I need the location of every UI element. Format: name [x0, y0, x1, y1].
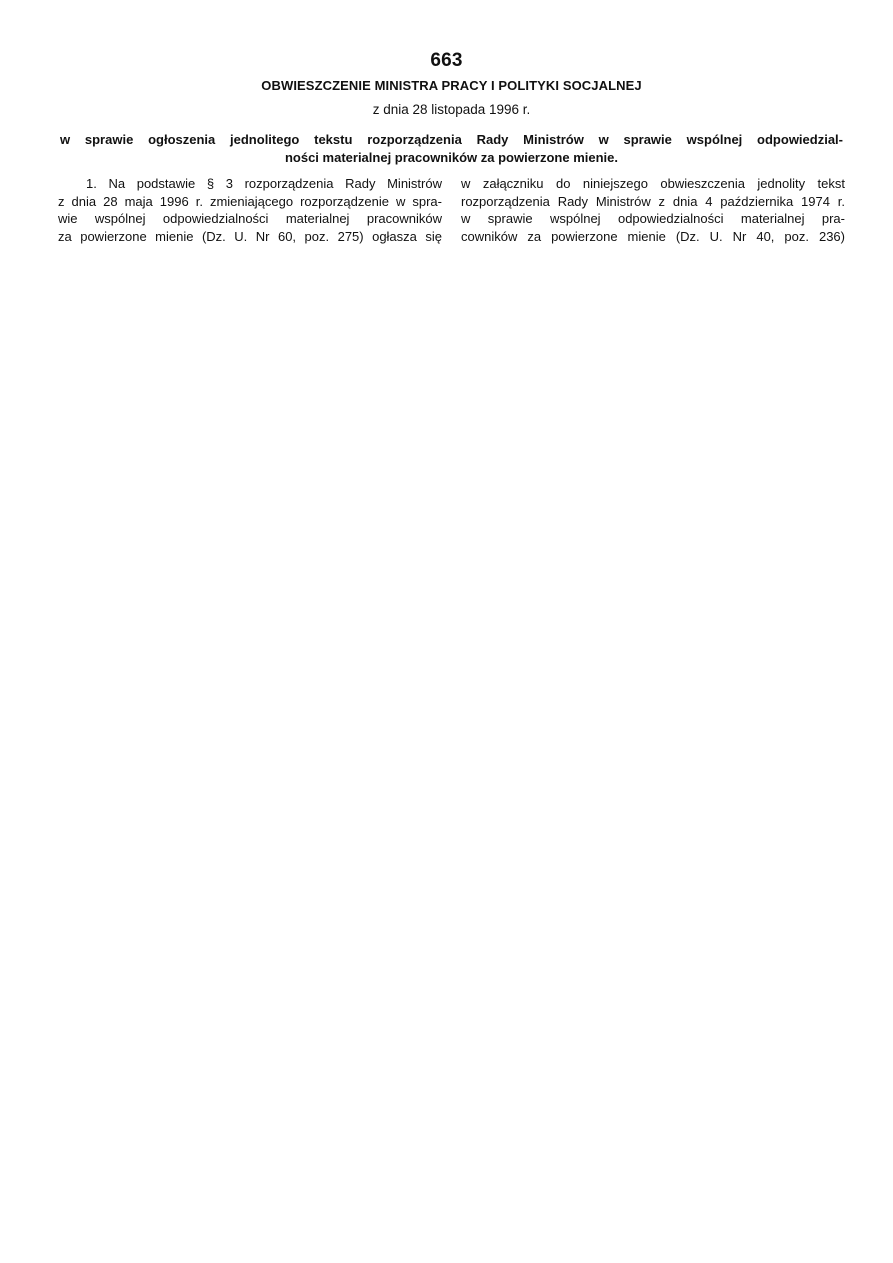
body-column-right [461, 175, 845, 245]
document-date: z dnia 28 listopada 1996 r. [372, 102, 531, 117]
body-line: 1. Na podstawie § 3 rozporządzenia Rady Ministrów [86, 176, 442, 191]
subject-line: w sprawie ogłoszenia jednolitego tekstu rozporządzenia Rady Ministrów w sprawie wspólnej odpowiedzial- [60, 132, 843, 147]
body-column-left [58, 175, 442, 245]
body-line: za powierzone mienie (Dz. U. Nr 60, poz. 275) ogłasza się [58, 228, 442, 244]
body-line: w załączniku do niniejszego obwieszczenia jednolity tekst [461, 176, 845, 191]
subject-line: ności materialnej pracowników za powierzone mienie. [284, 150, 619, 165]
document-heading: OBWIESZCZENIE MINISTRA PRACY I POLITYKI SOCJALNEJ [261, 78, 642, 93]
document-subject [60, 131, 843, 167]
body-line: z dnia 28 maja 1996 r. zmieniającego rozporządzenie w spra- [58, 193, 442, 209]
body-line: cowników za powierzone mienie (Dz. U. Nr 40, poz. 236) [461, 228, 845, 244]
body-line: wie wspólnej odpowiedzialności materialnej pracowników [58, 211, 442, 226]
body-line: rozporządzenia Rady Ministrów z dnia 4 października 1974 r. [461, 193, 845, 209]
document-number: 663 [430, 50, 463, 71]
body-line: w sprawie wspólnej odpowiedzialności materialnej pra- [461, 211, 845, 226]
